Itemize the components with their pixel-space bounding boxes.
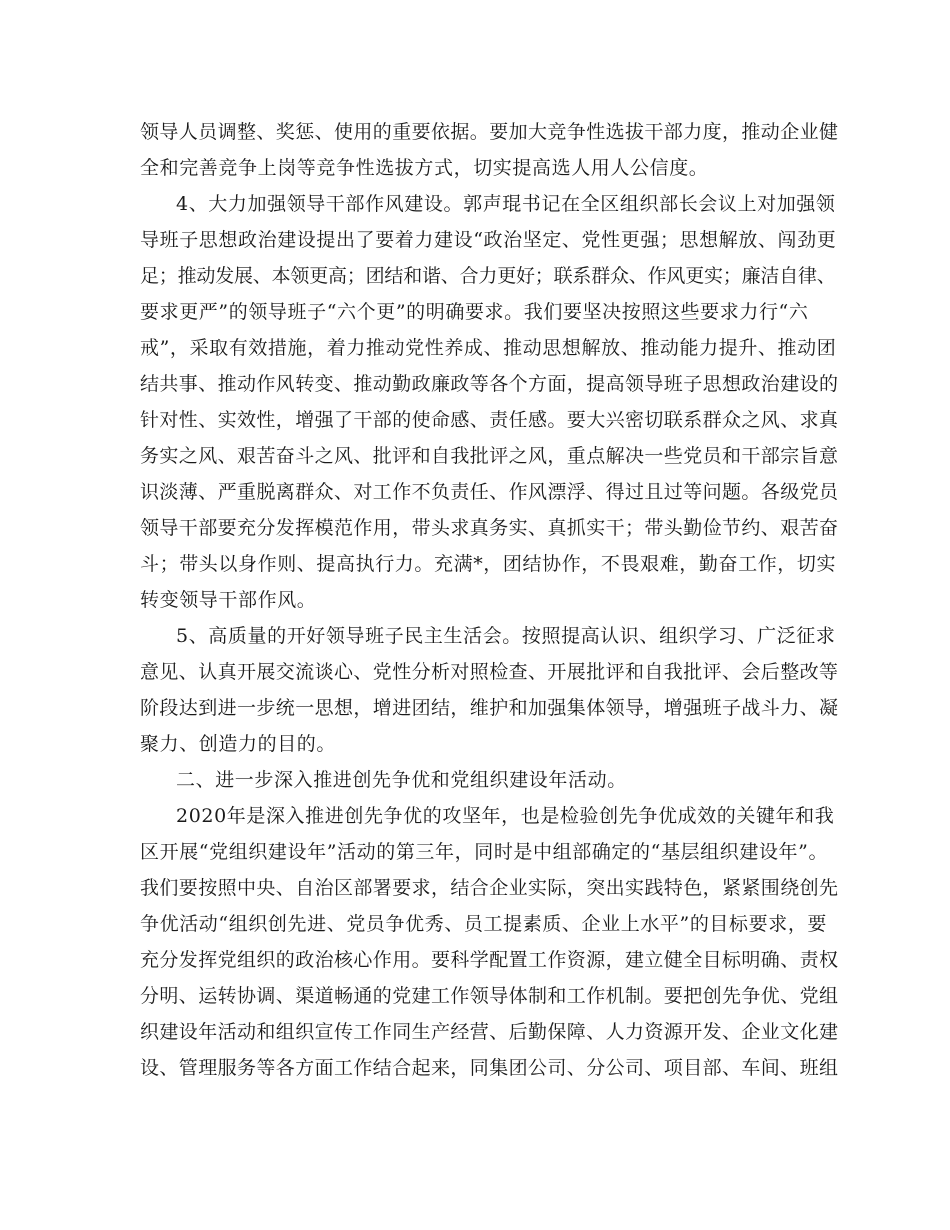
text-line: 戒”，采取有效措施，着力推动党性养成、推动思想解放、推动能力提升、推动团 <box>140 337 837 359</box>
text-line: 充分发挥党组织的政治核心作用。要科学配置工作资源，建立健全目标明确、责权 <box>140 949 839 971</box>
text-line: 导班子思想政治建设提出了要着力建设“政治坚定、党性更强；思想解放、闯劲更 <box>140 229 837 251</box>
text-line: 设、管理服务等各方面工作结合起来，同集团公司、分公司、项目部、车间、班组 <box>140 1057 839 1079</box>
paragraph-5-first-line: 5、高质量的开好领导班子民主生活会。按照提高认识、组织学习、广泛征求 <box>176 625 836 647</box>
text-line: 足；推动发展、本领更高；团结和谐、合力更好；联系群众、作风更实；廉洁自律、 <box>140 265 836 287</box>
text-line: 区开展“党组织建设年”活动的第三年，同时是中组部确定的“基层组织建设年”。 <box>140 841 829 863</box>
text-line: 聚力、创造力的目的。 <box>140 733 337 755</box>
text-line: 争优活动“组织创先进、党员争优秀、员工提素质、企业上水平”的目标要求，要 <box>140 913 828 935</box>
text-line: 针对性、实效性，增强了干部的使命感、责任感。要大兴密切联系群众之风、求真 <box>140 409 839 431</box>
text-line: 全和完善竞争上岗等竞争性选拔方式，切实提高选人用人公信度。 <box>140 157 709 179</box>
text-line: 要求更严”的领导班子“六个更”的明确要求。我们要坚决按照这些要求力行“六 <box>140 301 809 323</box>
text-line: 识淡薄、严重脱离群众、对工作不负责任、作风漂浮、得过且过等问题。各级党员 <box>140 481 839 503</box>
text-line: 领导人员调整、奖惩、使用的重要依据。要加大竞争性选拔干部力度，推动企业健 <box>140 121 839 143</box>
text-line: 分明、运转协调、渠道畅通的党建工作领导体制和工作机制。要把创先争优、党组 <box>140 985 839 1007</box>
paragraph-first-line: 2020年是深入推进创先争优的攻坚年，也是检验创先争优成效的关键年和我 <box>176 805 835 827</box>
text-line: 我们要按照中央、自治区部署要求，结合企业实际，突出实践特色，紧紧围绕创先 <box>140 877 839 899</box>
section-heading: 二、进一步深入推进创先争优和党组织建设年活动。 <box>176 769 627 791</box>
text-line: 转变领导干部作风。 <box>140 589 317 611</box>
text-line: 织建设年活动和组织宣传工作同生产经营、后勤保障、人力资源开发、企业文化建 <box>140 1021 839 1043</box>
text-line: 务实之风、艰苦奋斗之风、批评和自我批评之风，重点解决一些党员和干部宗旨意 <box>140 445 839 467</box>
paragraph-4-first-line: 4、大力加强领导干部作风建设。郭声琨书记在全区组织部长会议上对加强领 <box>176 193 836 215</box>
text-line: 斗；带头以身作则、提高执行力。充满*，团结协作，不畏艰难，勤奋工作，切实 <box>140 553 837 575</box>
text-line: 结共事、推动作风转变、推动勤政廉政等各个方面，提高领导班子思想政治建设的 <box>140 373 839 395</box>
text-line: 领导干部要充分发挥模范作用，带头求真务实、真抓实干；带头勤俭节约、艰苦奋 <box>140 517 839 539</box>
text-line: 阶段达到进一步统一思想，增进团结，维护和加强集体领导，增强班子战斗力、凝 <box>140 697 839 719</box>
text-line: 意见、认真开展交流谈心、党性分析对照检查、开展批评和自我批评、会后整改等 <box>140 661 839 683</box>
